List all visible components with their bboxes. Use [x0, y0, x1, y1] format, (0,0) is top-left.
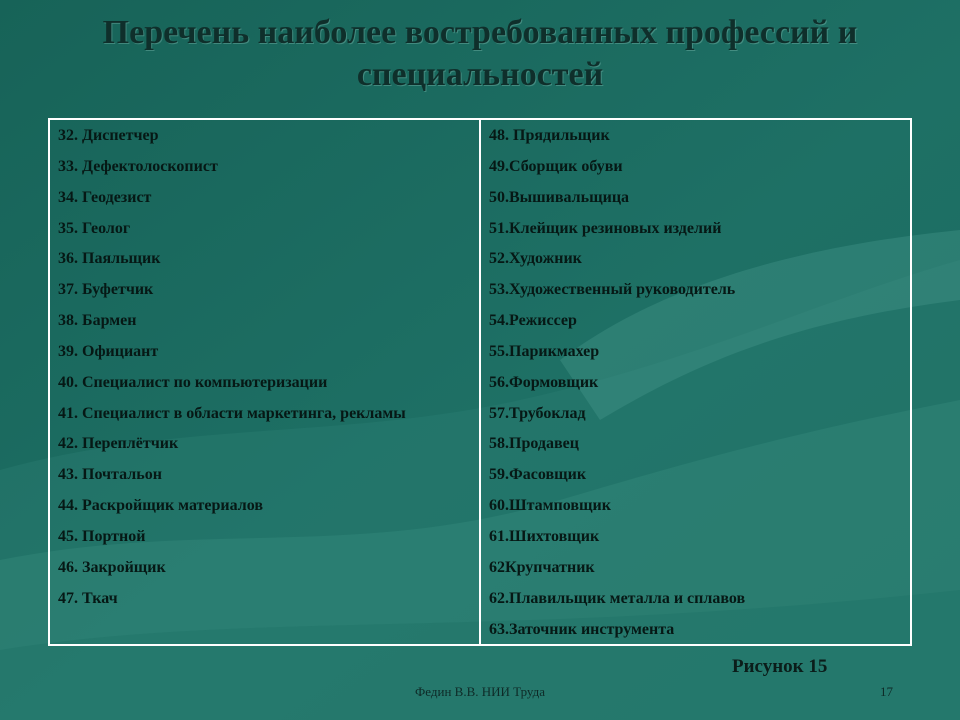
professions-table — [48, 118, 912, 646]
list-item: 40. Специалист по компьютеризации — [58, 373, 328, 391]
list-item: 56.Формовщик — [489, 373, 599, 391]
list-item: 41. Специалист в области маркетинга, рекламы — [58, 404, 406, 422]
list-item: 48. Прядильщик — [489, 127, 610, 144]
list-item: 43. Почтальон — [58, 466, 162, 484]
list-item: 44. Раскройщик материалов — [58, 497, 263, 515]
list-item: 52.Художник — [489, 250, 582, 268]
list-item: 63.Заточник инструмента — [489, 620, 675, 638]
list-item: 47. Ткач — [58, 589, 118, 607]
list-item: 60.Штамповщик — [489, 497, 611, 515]
list-item: 50.Вышивальщица — [489, 188, 630, 206]
list-item: 59.Фасовщик — [489, 466, 587, 484]
list-item: 49.Сборщик обуви — [489, 157, 623, 175]
list-item: 55.Парикмахер — [489, 342, 600, 360]
list-item: 62Крупчатник — [489, 558, 595, 576]
list-item: 61.Шихтовщик — [489, 527, 600, 545]
list-item: 46. Закройщик — [58, 558, 166, 576]
list-item: 35. Геолог — [58, 219, 131, 237]
list-item: 53.Художественный руководитель — [489, 281, 736, 299]
list-item: 57.Трубоклад — [489, 404, 586, 422]
list-item: 42. Переплётчик — [58, 435, 179, 453]
list-item: 54.Режиссер — [489, 312, 577, 330]
page-number: 17 — [880, 684, 893, 699]
list-item: 34. Геодезист — [58, 188, 152, 206]
slide-title: Перечень наиболее востребованных профессий и специальностей — [102, 14, 858, 93]
list-item: 62.Плавильщик металла и сплавов — [489, 589, 746, 607]
table-column-left — [50, 120, 481, 644]
list-item: 38. Бармен — [58, 312, 137, 330]
list-item: 36. Паяльщик — [58, 250, 161, 268]
list-item: 32. Диспетчер — [58, 127, 159, 144]
list-item: 51.Клейщик резиновых изделий — [489, 219, 722, 237]
list-item: 37. Буфетчик — [58, 281, 154, 299]
list-item: 39. Официант — [58, 342, 159, 360]
footer-author: Федин В.В. НИИ Труда — [415, 684, 545, 699]
list-item: 58.Продавец — [489, 435, 579, 453]
table-column-right — [481, 120, 910, 644]
list-item: 45. Портной — [58, 527, 146, 545]
list-item: 33. Дефектолоскопист — [58, 157, 218, 175]
figure-caption: Рисунок 15 — [732, 656, 828, 677]
